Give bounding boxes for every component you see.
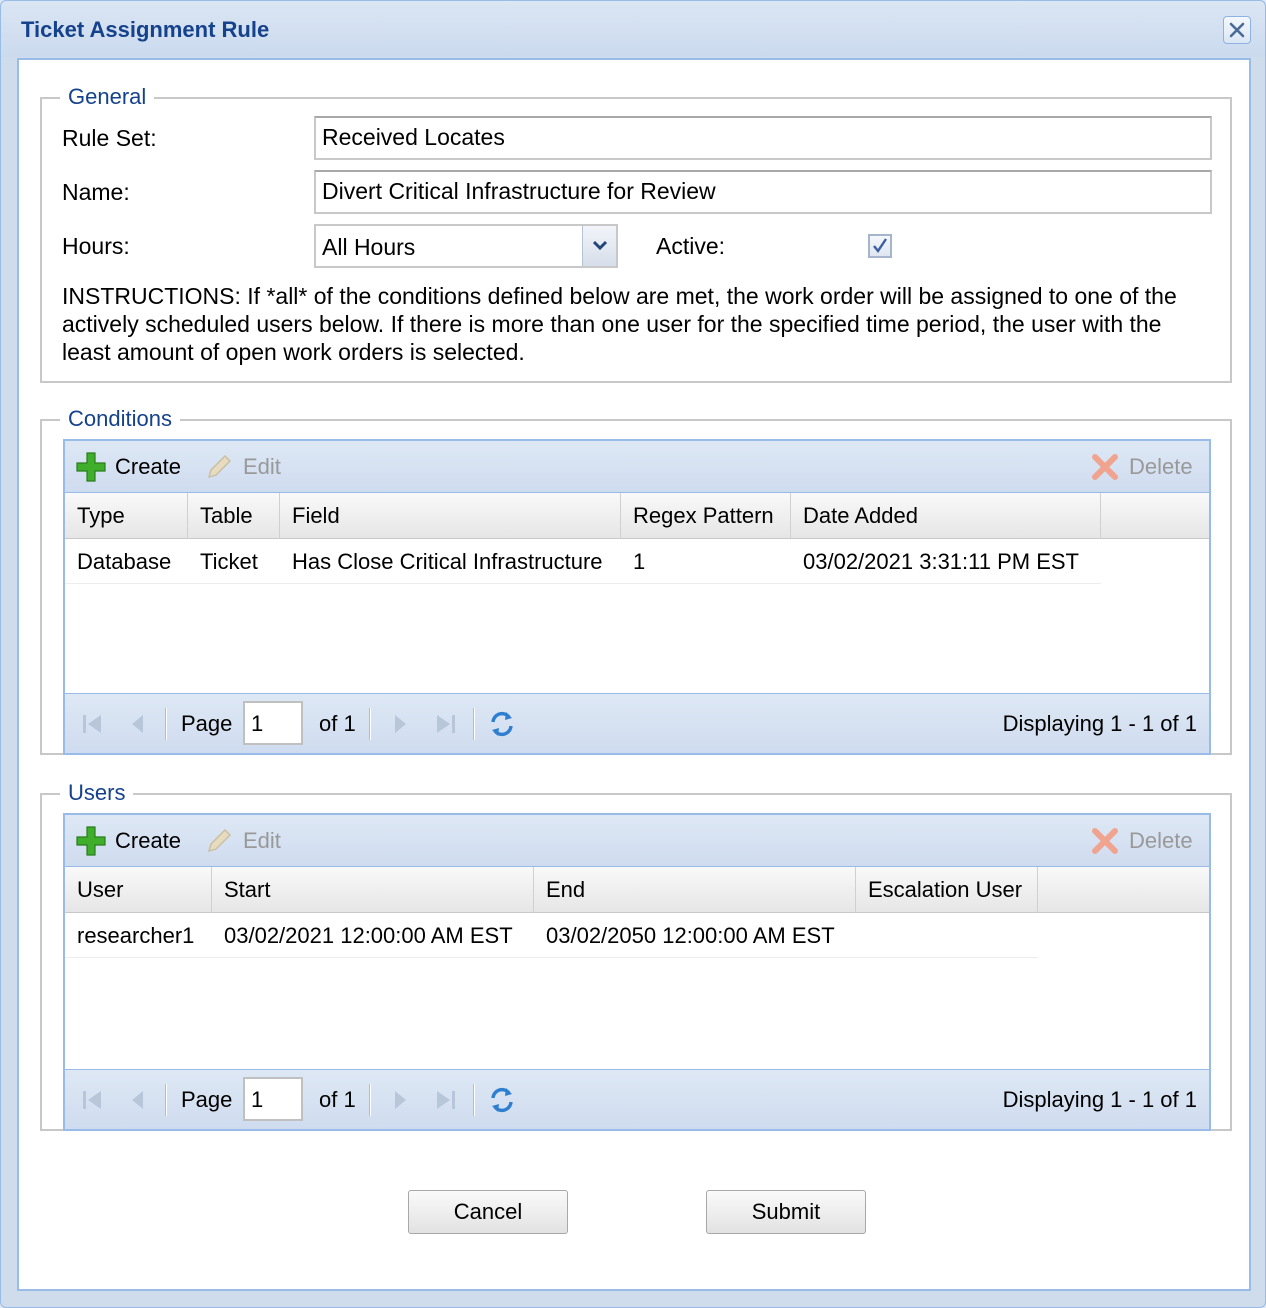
conditions-create-button[interactable] bbox=[75, 441, 181, 493]
page-count-label: of 1 bbox=[319, 1087, 356, 1112]
pager-separator bbox=[165, 1084, 167, 1116]
page-number-input[interactable]: 1 bbox=[243, 1077, 303, 1121]
general-fieldset bbox=[40, 84, 1232, 383]
page-label: Page bbox=[181, 1087, 233, 1112]
pager-separator bbox=[473, 708, 475, 740]
hours-dropdown-trigger[interactable] bbox=[582, 226, 616, 266]
cell-regex: 1 bbox=[633, 549, 646, 574]
instructions-text: INSTRUCTIONS: If *all* of the conditions defined below are met, the work order will be assigned to one of the actively scheduled users below. If there is more than one user for the specified time period, the user with the least amount of open work orders is selected. bbox=[62, 283, 1177, 365]
first-page-button[interactable] bbox=[79, 1070, 105, 1130]
conditions-edit-button[interactable] bbox=[203, 441, 281, 493]
next-page-icon bbox=[387, 711, 413, 737]
users-legend: Users bbox=[60, 781, 133, 805]
next-page-button[interactable] bbox=[387, 1070, 413, 1130]
conditions-delete-button[interactable] bbox=[1089, 441, 1193, 493]
first-page-button[interactable] bbox=[79, 694, 105, 754]
name-field[interactable]: Divert Critical Infrastructure for Review bbox=[314, 170, 1212, 214]
next-page-icon bbox=[387, 1087, 413, 1113]
cell-user: researcher1 bbox=[77, 923, 195, 948]
chevron-down-icon bbox=[583, 226, 617, 266]
close-icon bbox=[1224, 17, 1250, 43]
cell-start: 03/02/2021 12:00:00 AM EST bbox=[224, 923, 513, 948]
users-header-row bbox=[65, 867, 1209, 913]
first-page-icon bbox=[79, 711, 105, 737]
hours-select-value: All Hours bbox=[322, 234, 416, 260]
column-header-user[interactable]: User bbox=[65, 867, 212, 913]
users-delete-label: Delete bbox=[1129, 828, 1193, 853]
close-button[interactable] bbox=[1223, 16, 1251, 44]
column-header-end[interactable]: End bbox=[534, 867, 856, 913]
delete-x-icon bbox=[1089, 825, 1121, 857]
conditions-fieldset bbox=[40, 406, 1232, 755]
refresh-icon bbox=[487, 709, 517, 739]
page-label: Page bbox=[181, 711, 233, 736]
general-legend: General bbox=[60, 85, 154, 109]
rule-set-field[interactable]: Received Locates bbox=[314, 116, 1212, 160]
cell-type: Database bbox=[77, 549, 172, 574]
submit-button[interactable]: Submit bbox=[706, 1190, 866, 1234]
name-label: Name: bbox=[62, 179, 130, 205]
conditions-legend: Conditions bbox=[60, 407, 180, 431]
prev-page-button[interactable] bbox=[125, 694, 151, 754]
users-edit-label: Edit bbox=[243, 828, 281, 853]
hours-select[interactable] bbox=[314, 224, 618, 268]
dialog-body bbox=[17, 58, 1251, 1291]
cancel-button[interactable]: Cancel bbox=[408, 1190, 568, 1234]
last-page-button[interactable] bbox=[433, 1070, 459, 1130]
checkmark-icon bbox=[870, 236, 890, 256]
next-page-button[interactable] bbox=[387, 694, 413, 754]
delete-x-icon bbox=[1089, 451, 1121, 483]
pager-separator bbox=[165, 708, 167, 740]
table-row[interactable] bbox=[65, 540, 1101, 584]
last-page-icon bbox=[433, 1087, 459, 1113]
conditions-create-label: Create bbox=[115, 454, 182, 479]
conditions-edit-label: Edit bbox=[243, 454, 281, 479]
pencil-icon bbox=[203, 451, 235, 483]
users-create-label: Create bbox=[115, 828, 182, 853]
prev-page-button[interactable] bbox=[125, 1070, 151, 1130]
users-delete-button[interactable] bbox=[1089, 815, 1193, 867]
cell-table: Ticket bbox=[200, 549, 258, 574]
column-header-type[interactable]: Type bbox=[65, 493, 188, 539]
last-page-button[interactable] bbox=[433, 694, 459, 754]
page-number-input[interactable]: 1 bbox=[243, 701, 303, 745]
users-grid bbox=[63, 813, 1211, 1131]
first-page-icon bbox=[79, 1087, 105, 1113]
active-checkbox[interactable] bbox=[868, 234, 892, 258]
users-pager bbox=[65, 1069, 1209, 1129]
column-header-regex[interactable]: Regex Pattern bbox=[621, 493, 791, 539]
active-label: Active: bbox=[656, 233, 726, 259]
hours-label: Hours: bbox=[62, 233, 130, 259]
prev-page-icon bbox=[125, 1087, 151, 1113]
cell-field: Has Close Critical Infrastructure bbox=[292, 549, 603, 574]
refresh-icon bbox=[487, 1085, 517, 1115]
column-header-table[interactable]: Table bbox=[188, 493, 280, 539]
display-count: Displaying 1 - 1 of 1 bbox=[1002, 711, 1197, 736]
column-header-field[interactable]: Field bbox=[280, 493, 621, 539]
title-bar[interactable] bbox=[1, 1, 1265, 57]
table-row[interactable] bbox=[65, 914, 1038, 958]
last-page-icon bbox=[433, 711, 459, 737]
display-count: Displaying 1 - 1 of 1 bbox=[1002, 1087, 1197, 1112]
conditions-pager bbox=[65, 693, 1209, 753]
pager-separator bbox=[369, 1084, 371, 1116]
column-header-date-added[interactable]: Date Added bbox=[791, 493, 1101, 539]
cell-escalation-user bbox=[856, 914, 868, 958]
conditions-toolbar bbox=[65, 441, 1209, 493]
users-fieldset bbox=[40, 780, 1232, 1131]
pencil-icon bbox=[203, 825, 235, 857]
add-plus-icon bbox=[75, 825, 107, 857]
column-header-escalation-user[interactable]: Escalation User bbox=[856, 867, 1038, 913]
prev-page-icon bbox=[125, 711, 151, 737]
pager-separator bbox=[473, 1084, 475, 1116]
users-edit-button[interactable] bbox=[203, 815, 281, 867]
rule-set-label: Rule Set: bbox=[62, 125, 157, 151]
users-toolbar bbox=[65, 815, 1209, 867]
cell-end: 03/02/2050 12:00:00 AM EST bbox=[546, 923, 835, 948]
pager-separator bbox=[369, 708, 371, 740]
page-count-label: of 1 bbox=[319, 711, 356, 736]
column-header-start[interactable]: Start bbox=[212, 867, 534, 913]
cell-date-added: 03/02/2021 3:31:11 PM EST bbox=[803, 549, 1079, 574]
users-create-button[interactable] bbox=[75, 815, 181, 867]
dialog-title: Ticket Assignment Rule bbox=[21, 17, 270, 42]
conditions-header-row bbox=[65, 493, 1209, 539]
conditions-delete-label: Delete bbox=[1129, 454, 1193, 479]
refresh-button[interactable] bbox=[487, 694, 517, 754]
add-plus-icon bbox=[75, 451, 107, 483]
conditions-grid bbox=[63, 439, 1211, 755]
refresh-button[interactable] bbox=[487, 1070, 517, 1130]
